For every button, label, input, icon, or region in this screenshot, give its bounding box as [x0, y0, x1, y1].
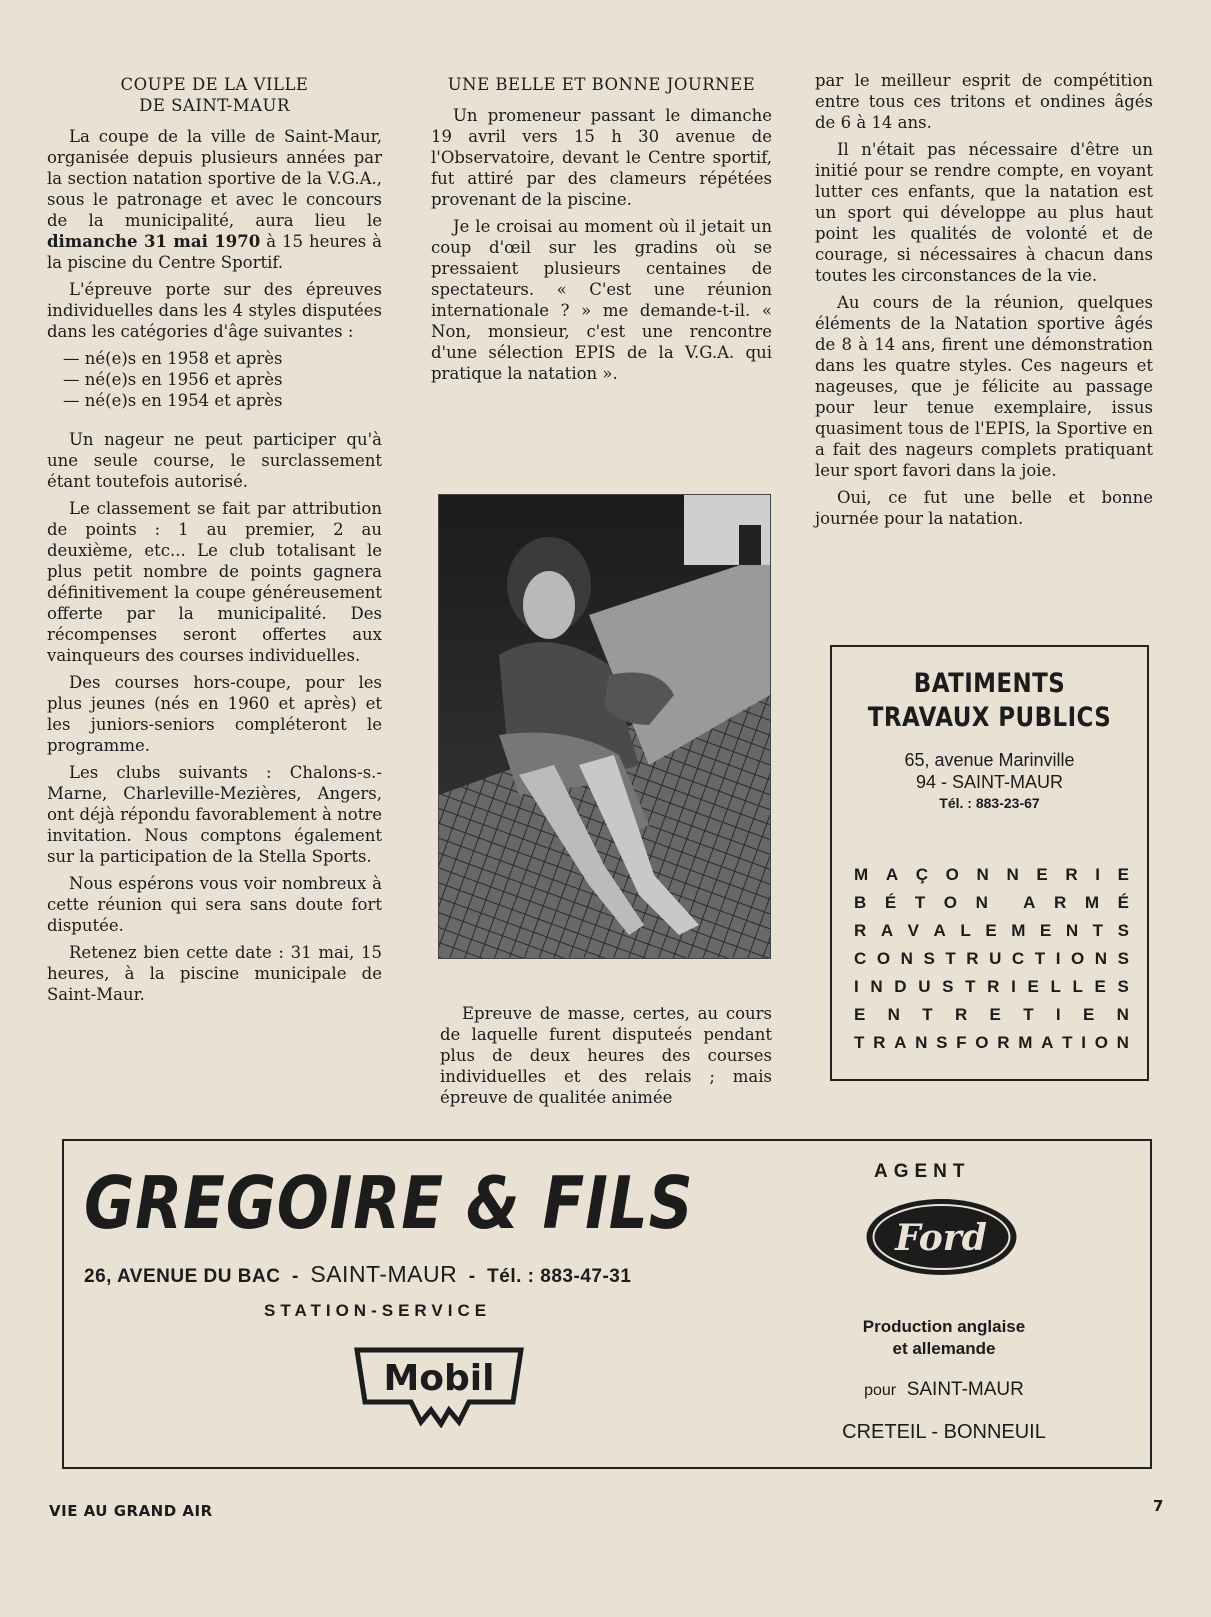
paragraph: Un promeneur passant le dimanche 19 avril vers 15 h 30 avenue de l'Observatoire, devant le Centre sportif, fut attiré par des clameurs répétées provenant de la piscine. — [431, 106, 772, 209]
ad-batiments — [830, 645, 1149, 1081]
page-number: 7 — [1153, 1497, 1164, 1515]
paragraph: Au cours de la réunion, quelques éléments de la Natation sportive âgés de 8 à 14 ans, firent une démonstration dans les quatre styles. Ces nageurs et nageuses, que je félicite au passage pour leur tenue exemplaire, issus quasiment tous de l'EPIS, la Sportive en a fait des nageurs complets pratiquant leur sport favori dans la joie. — [815, 293, 1153, 480]
paragraph: par le meilleur esprit de compétition entre tous ces tritons et ondines âgés de 6 à 14 ans. — [815, 71, 1153, 132]
ad-btp-address-2: 94 - SAINT-MAUR — [915, 772, 1064, 792]
ad-btp-services — [832, 861, 1147, 1057]
ad-btp-phone: Tél. : 883-23-67 — [939, 795, 1040, 811]
ad-btp-service: M A Ç O N N E R I E — [854, 865, 1131, 884]
list-item: — né(e)s en 1958 et après — [63, 349, 283, 368]
ad-greg-station: STATION-SERVICE — [264, 1301, 492, 1320]
ad-btp-service: E N T R E T I E N — [854, 1005, 1131, 1024]
ad-creteil: CRETEIL - BONNEUIL — [842, 1421, 1046, 1443]
ford-logo-icon — [864, 1196, 1019, 1278]
article-journee-continued — [440, 1003, 772, 1114]
list-item: — né(e)s en 1956 et après — [63, 370, 283, 389]
heading-line-1: COUPE DE LA VILLE — [120, 75, 309, 94]
article-journee — [431, 74, 772, 390]
paragraph: Nous espérons vous voir nombreux à cette réunion qui sera sans doute fort disputée. — [47, 874, 382, 935]
paragraph: Il n'était pas nécessaire d'être un initié pour se rendre compte, en voyant lutter ces enfants, que la natation est un sport qui développe au plus haut point les qualités de volonté et de courage, si nécessaires à chacun dans toutes les circonstances de la vie. — [815, 140, 1153, 285]
paragraph: Un nageur ne peut participer qu'à une seule course, le surclassement étant toutefois autorisé. — [47, 430, 382, 491]
heading-line-2: DE SAINT-MAUR — [139, 96, 290, 115]
ad-btp-service: C O N S T R U C T I O N S — [854, 949, 1131, 968]
svg-text:Ford: Ford — [895, 1217, 987, 1259]
ad-btp-title-2: TRAVAUX PUBLICS — [867, 702, 1112, 733]
ad-greg-address: 26, AVENUE DU BAC - SAINT-MAUR - Tél. : 883-47-31 — [84, 1261, 632, 1287]
paragraph: Je le croisai au moment où il jetait un coup d'œil sur les gradins où se pressaient plusieurs centaines de spectateurs. « C'est une réunion internationale ? » me demande-t-il. « Non, monsieur, c'est une rencontre d'une sélection EPIS de la V.G.A. qui pratique la natation ». — [431, 217, 772, 383]
ad-btp-address-1: 65, avenue Marinville — [904, 750, 1075, 770]
magazine-name: VIE AU GRAND AIR — [49, 1502, 213, 1520]
ad-btp-service: B É T O N A R M É — [854, 893, 1131, 912]
paragraph: Les clubs suivants : Chalons-s.-Marne, Charleville-Mezières, Angers, ont déjà répondu favorablement à notre invitation. Nous comptons également sur la participation de la Stella Sports. — [47, 763, 382, 866]
swimmer-photo-image — [439, 495, 770, 958]
paragraph: Des courses hors-coupe, pour les plus jeunes (nés en 1960 et après) et les juniors-seniors compléteront le programme. — [47, 673, 382, 755]
article-journee-col3 — [815, 70, 1153, 535]
ad-btp-title-1: BATIMENTS — [913, 668, 1066, 699]
ad-pour: pour SAINT-MAUR — [864, 1379, 1024, 1400]
paragraph: Le classement se fait par attribution de points : 1 au premier, 2 au deuxième, etc... Le club totalisant le plus petit nombre de points gagnera définitivement la coupe généreusement offerte par la municipalité. Des récompenses seront offertes aux vainqueurs des courses individuelles. — [47, 499, 382, 665]
ad-btp-service: I N D U S T R I E L L E S — [854, 977, 1131, 996]
production-line-2: et allemande — [892, 1339, 996, 1358]
swimmer-photo — [438, 494, 771, 959]
svg-text:Mobil: Mobil — [383, 1358, 495, 1399]
paragraph: L'épreuve porte sur des épreuves individuelles dans les 4 styles disputées dans les catégories d'âge suivantes : — [47, 280, 382, 341]
paragraph: La coupe de la ville de Saint-Maur, organisée depuis plusieurs années par la section natation sportive de la V.G.A., sous le patronage et avec le concours de la municipalité, aura lieu le dimanche 31 mai 1970 à 15 heures à la piscine du Centre Sportif. — [47, 127, 382, 272]
ad-gregoire — [62, 1139, 1152, 1469]
age-category-list — [47, 348, 382, 411]
production-line-1: Production anglaise — [862, 1317, 1026, 1336]
list-item: — né(e)s en 1954 et après — [63, 391, 283, 410]
mobil-logo-icon — [349, 1344, 529, 1428]
paragraph: Oui, ce fut une belle et bonne journée pour la natation. — [815, 488, 1153, 528]
ad-btp-service: T R A N S F O R M A T I O N — [854, 1033, 1131, 1052]
ad-btp-service: R A V A L E M E N T S — [854, 921, 1131, 940]
ad-agent: AGENT — [874, 1161, 971, 1182]
ad-production — [814, 1316, 1074, 1360]
ad-greg-title: GREGOIRE & FILS — [84, 1161, 694, 1245]
article-journee-heading: UNE BELLE ET BONNE JOURNEE — [447, 75, 756, 94]
article-coupe-heading — [47, 74, 382, 116]
paragraph: Retenez bien cette date : 31 mai, 15 heures, à la piscine municipale de Saint-Maur. — [47, 943, 382, 1004]
article-coupe — [47, 74, 382, 1011]
paragraph: Epreuve de masse, certes, au cours de laquelle furent disputeés pendant plus de deux heures des courses individuelles et des relais ; mais épreuve de qualitée animée — [440, 1004, 772, 1107]
